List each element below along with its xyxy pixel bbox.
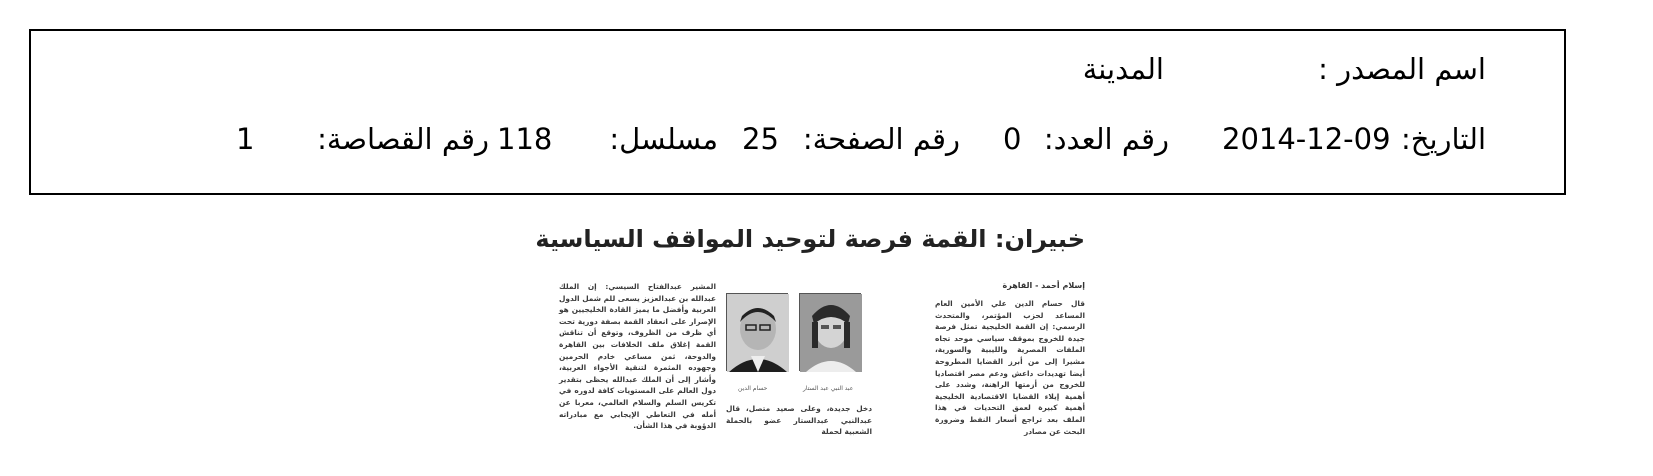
newspaper-clipping (535, 225, 1085, 437)
source-value: المدينة (1082, 52, 1164, 86)
serial-label: مسلسل: (609, 122, 718, 156)
page-value: 25 (742, 122, 779, 156)
date-label: التاريخ: (1400, 122, 1486, 156)
person-photo-right (799, 293, 861, 371)
source-label: اسم المصدر : (1318, 52, 1486, 86)
person-photo-right-image (800, 294, 862, 372)
article-headline: خبيران: القمة فرصة لتوحيد المواقف السياسية (535, 225, 1085, 253)
clip-label: رقم القصاصة: (317, 122, 489, 156)
article-column-right: قال حسام الدين علي الأمين العام المساعد لحزب المؤتمر، والمتحدث الرسمي: إن القمة الخليجية تمثل فرصة جيدة للخروج بموقف سياسي موحد تجاه الملفات المصرية والليبية والسورية، مشيرا إلى من أبرز القضايا المطروحة أيضا تهديدات داعش ودعم مصر اقتصاديا للخروج من أزمتها الراهنة، وشدد على أهمية إيلاء القضايا الاقتصادية الخليجية أهمية كبيرة لعمق التحديات في هذا الملف بعد تراجع أسعار النفط وضرورة البحث عن مصادر (935, 299, 1085, 436)
person-photo-left (726, 293, 788, 371)
article-byline: إسلام أحمد - القاهرة (1002, 281, 1085, 290)
page-label: رقم الصفحة: (802, 122, 960, 156)
article-column-left: المشير عبدالفتاح السيسي: إن الملك عبدالله بن عبدالعزيز يسعى للم شمل الدول العربية وأفضل ما يميز القادة الخليجيين هو الإصرار على انعقاد القمة بصفة دورية تحت أي ظرف من الظروف، وتوقع أن تناقش القمة إغلاق ملف الخلافات بين القاهرة والدوحة، ثمن مساعي خادم الحرمين وجهوده المثمرة لتنقية الأجواء العربية، وأشار إلى أن الملك عبدالله يحظى بتقدير دول العالم على المستويات كافة لدوره في تكريس السلم والسلام العالمي، معربا عن أمله في التعاطي الإيجابي مع مبادراته الدؤوبة في هذا الشأن. (559, 282, 716, 431)
person-photo-left-image (727, 294, 789, 372)
issue-value: 0 (1003, 122, 1022, 156)
clip-value: 1 (236, 122, 255, 156)
photo-right-caption: عبد النبي عبد الستار (803, 385, 854, 392)
date-value: 2014-12-09 (1222, 122, 1391, 156)
photo-left-caption: حسام الدين (738, 385, 768, 392)
serial-value: 118 (497, 122, 553, 156)
issue-label: رقم العدد: (1043, 122, 1169, 156)
article-column-middle: دخل جديدة، وعلى صعيد متصل، قال عبدالنبي عبدالستار عضو بالحملة الشعبية لحملة (726, 404, 872, 437)
